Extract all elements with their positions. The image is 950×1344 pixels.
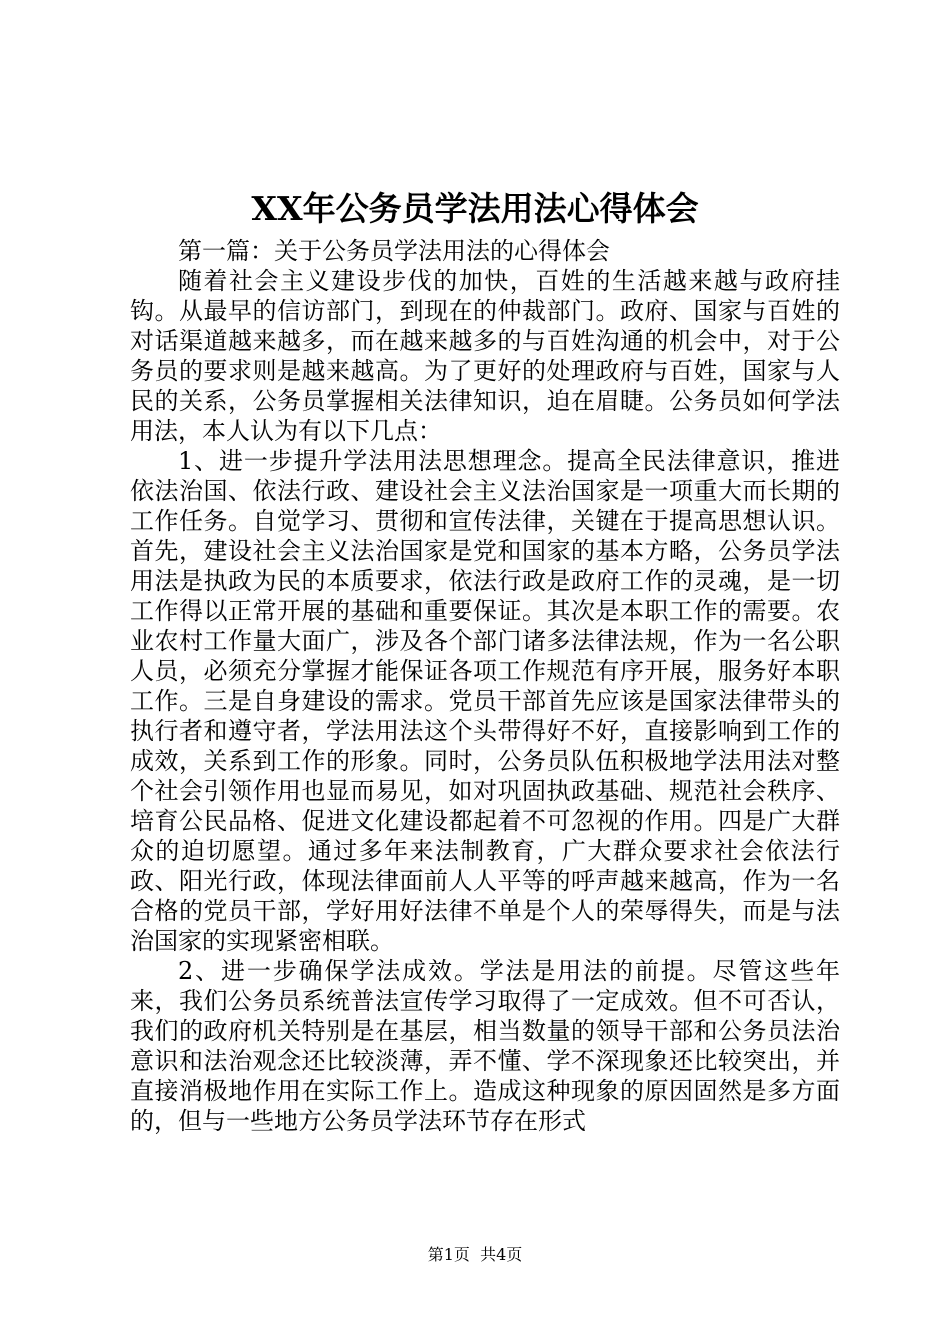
page-number: 第1页 — [427, 1245, 470, 1264]
footer-spacer — [470, 1245, 480, 1264]
section-heading: 第一篇：关于公务员学法用法的心得体会 — [178, 237, 610, 265]
body-paragraph: 2、进一步确保学法成效。学法是用法的前提。尽管这些年来，我们公务员系统普法宣传学习取得了一定成效。但不可否认，我们的政府机关特别是在基层，相当数量的领导干部和公务员法治意识和法治观念还比较淡薄，弄不懂、学不深现象还比较突出，并直接消极地作用在实际工作上。造成这种现象的原因固然是多方面的，但与一些地方公务员学法环节存在形式 — [130, 957, 840, 1135]
page-total: 共4页 — [480, 1245, 523, 1264]
page-footer — [0, 1243, 950, 1267]
body-paragraph: 1、进一步提升学法用法思想理念。提高全民法律意识，推进依法治国、依法行政、建设社会主义法治国家是一项重大而长期的工作任务。自觉学习、贯彻和宣传法律，关键在于提高思想认识。首先，建设社会主义法治国家是党和国家的基本方略，公务员学法用法是执政为民的本质要求，依法行政是政府工作的灵魂，是一切工作得以正常开展的基础和重要保证。其次是本职工作的需要。农业农村工作量大面广，涉及各个部门诸多法律法规，作为一名公职人员，必须充分掌握才能保证各项工作规范有序开展，服务好本职工作。三是自身建设的需求。党员干部首先应该是国家法律带头的执行者和遵守者，学法用法这个头带得好不好，直接影响到工作的成效，关系到工作的形象。同时，公务员队伍积极地学法用法对整个社会引领作用也显而易见，如对巩固执政基础、规范社会秩序、培育公民品格、促进文化建设都起着不可忽视的作用。四是广大群众的迫切愿望。通过多年来法制教育，广大群众要求社会依法行政、阳光行政，体现法律面前人人平等的呼声越来越高，作为一名合格的党员干部，学好用好法律不单是个人的荣辱得失，而是与法治国家的实现紧密相联。 — [130, 447, 840, 955]
body-paragraph: 随着社会主义建设步伐的加快，百姓的生活越来越与政府挂钩。从最早的信访部门，到现在的仲裁部门。政府、国家与百姓的对话渠道越来越多，而在越来越多的与百姓沟通的机会中，对于公务员的要求则是越来越高。为了更好的处理政府与百姓，国家与人民的关系，公务员掌握相关法律知识，迫在眉睫。公务员如何学法用法，本人认为有以下几点： — [130, 267, 840, 445]
document-title: XX年公务员学法用法心得体会 — [251, 189, 699, 228]
document-body — [130, 236, 840, 1136]
